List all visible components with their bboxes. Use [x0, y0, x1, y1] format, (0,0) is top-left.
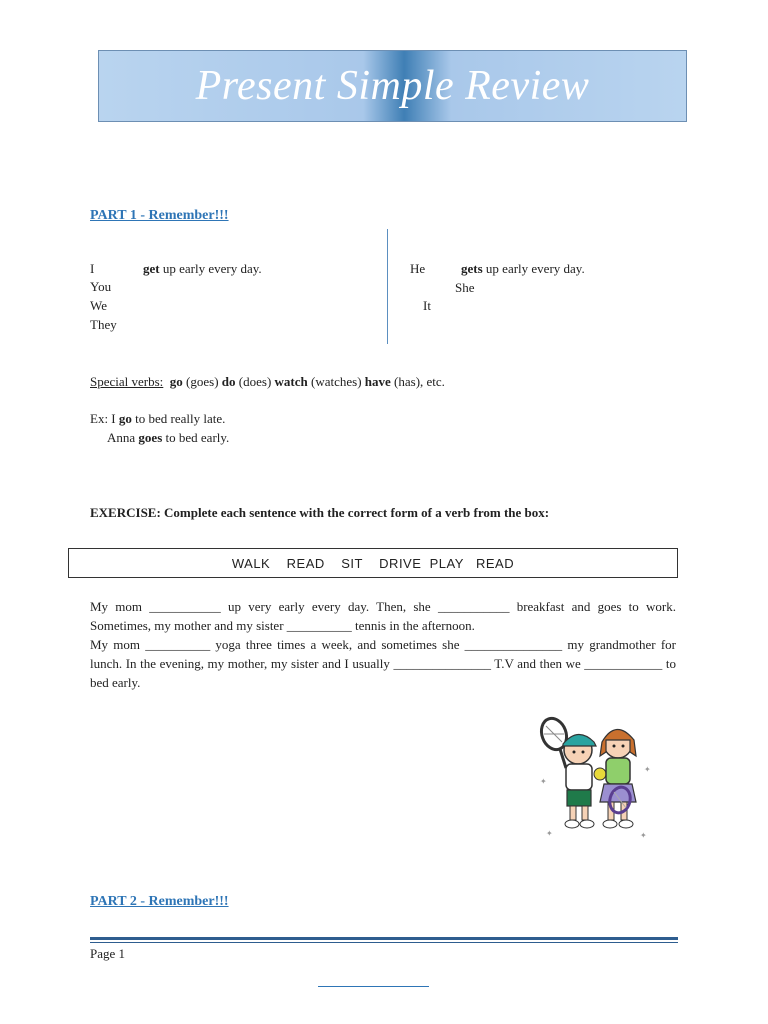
example-1-pre: Ex: I	[90, 411, 116, 426]
special-verb-do: do	[221, 374, 236, 389]
svg-text:✦: ✦	[540, 777, 547, 786]
special-verb-go: go	[169, 374, 183, 389]
special-form-goes: (goes)	[186, 374, 219, 389]
special-form-has: (has), etc.	[394, 374, 445, 389]
left-example-sentence	[143, 261, 262, 277]
svg-text:✦: ✦	[546, 829, 553, 838]
right-sentence-rest: up early every day.	[485, 261, 585, 276]
subject-i: I	[90, 261, 95, 276]
example-2-verb: goes	[138, 430, 163, 445]
svg-text:✦: ✦	[644, 765, 651, 774]
tennis-kids-illustration	[536, 712, 656, 842]
verb-box	[68, 548, 678, 578]
part2-heading: PART 2 - Remember!!!	[90, 894, 229, 909]
exercise-paragraph-2: My mom __________ yoga three times a week, and sometimes she _______________ my grandmother for lunch. In the evening, my mother, my sister and I usually _______________ T.V and then we ____________ to bed early.	[90, 637, 676, 690]
subject-we: We	[90, 298, 107, 313]
left-sentence-rest: up early every day.	[162, 261, 262, 276]
special-verbs-line	[90, 374, 445, 390]
footer-rule-thin	[90, 942, 678, 943]
subject-he: He	[410, 261, 426, 276]
footer-rule-thick	[90, 937, 678, 940]
special-verb-watch: watch	[274, 374, 308, 389]
title-banner	[98, 50, 687, 122]
page-number: Page 1	[90, 946, 126, 961]
example-2-pre: Anna	[107, 430, 136, 445]
example-1-post: to bed really late.	[135, 411, 226, 426]
example-line-2	[107, 430, 229, 446]
example-line-1	[90, 411, 225, 427]
example-2-post: to bed early.	[165, 430, 230, 445]
page-title: Present Simple Review	[195, 63, 590, 109]
subject-they: They	[90, 317, 117, 332]
right-example-sentence	[461, 261, 585, 277]
part1-heading: PART 1 - Remember!!!	[90, 208, 229, 223]
exercise-paragraph-1: My mom ___________ up very early every day. Then, she ___________ breakfast and goes to work. Sometimes, my mother and my sister __________ tennis in the afternoon.	[90, 599, 676, 633]
subject-she: She	[455, 280, 475, 295]
exercise-heading: EXERCISE: Complete each sentence with the correct form of a verb from the box:	[90, 505, 550, 520]
special-form-watches: (watches)	[311, 374, 362, 389]
column-divider	[387, 229, 388, 344]
svg-text:✦: ✦	[640, 831, 647, 840]
verb-gets: gets	[461, 261, 483, 276]
verb-get: get	[143, 261, 160, 276]
bottom-short-rule	[318, 986, 429, 987]
verb-box-words: WALK READ SIT DRIVE PLAY READ	[231, 555, 515, 571]
special-verb-have: have	[364, 374, 391, 389]
special-verbs-label: Special verbs:	[90, 374, 164, 389]
subject-it: It	[423, 298, 431, 313]
example-1-verb: go	[118, 411, 132, 426]
subject-you: You	[90, 279, 112, 294]
special-form-does: (does)	[238, 374, 272, 389]
